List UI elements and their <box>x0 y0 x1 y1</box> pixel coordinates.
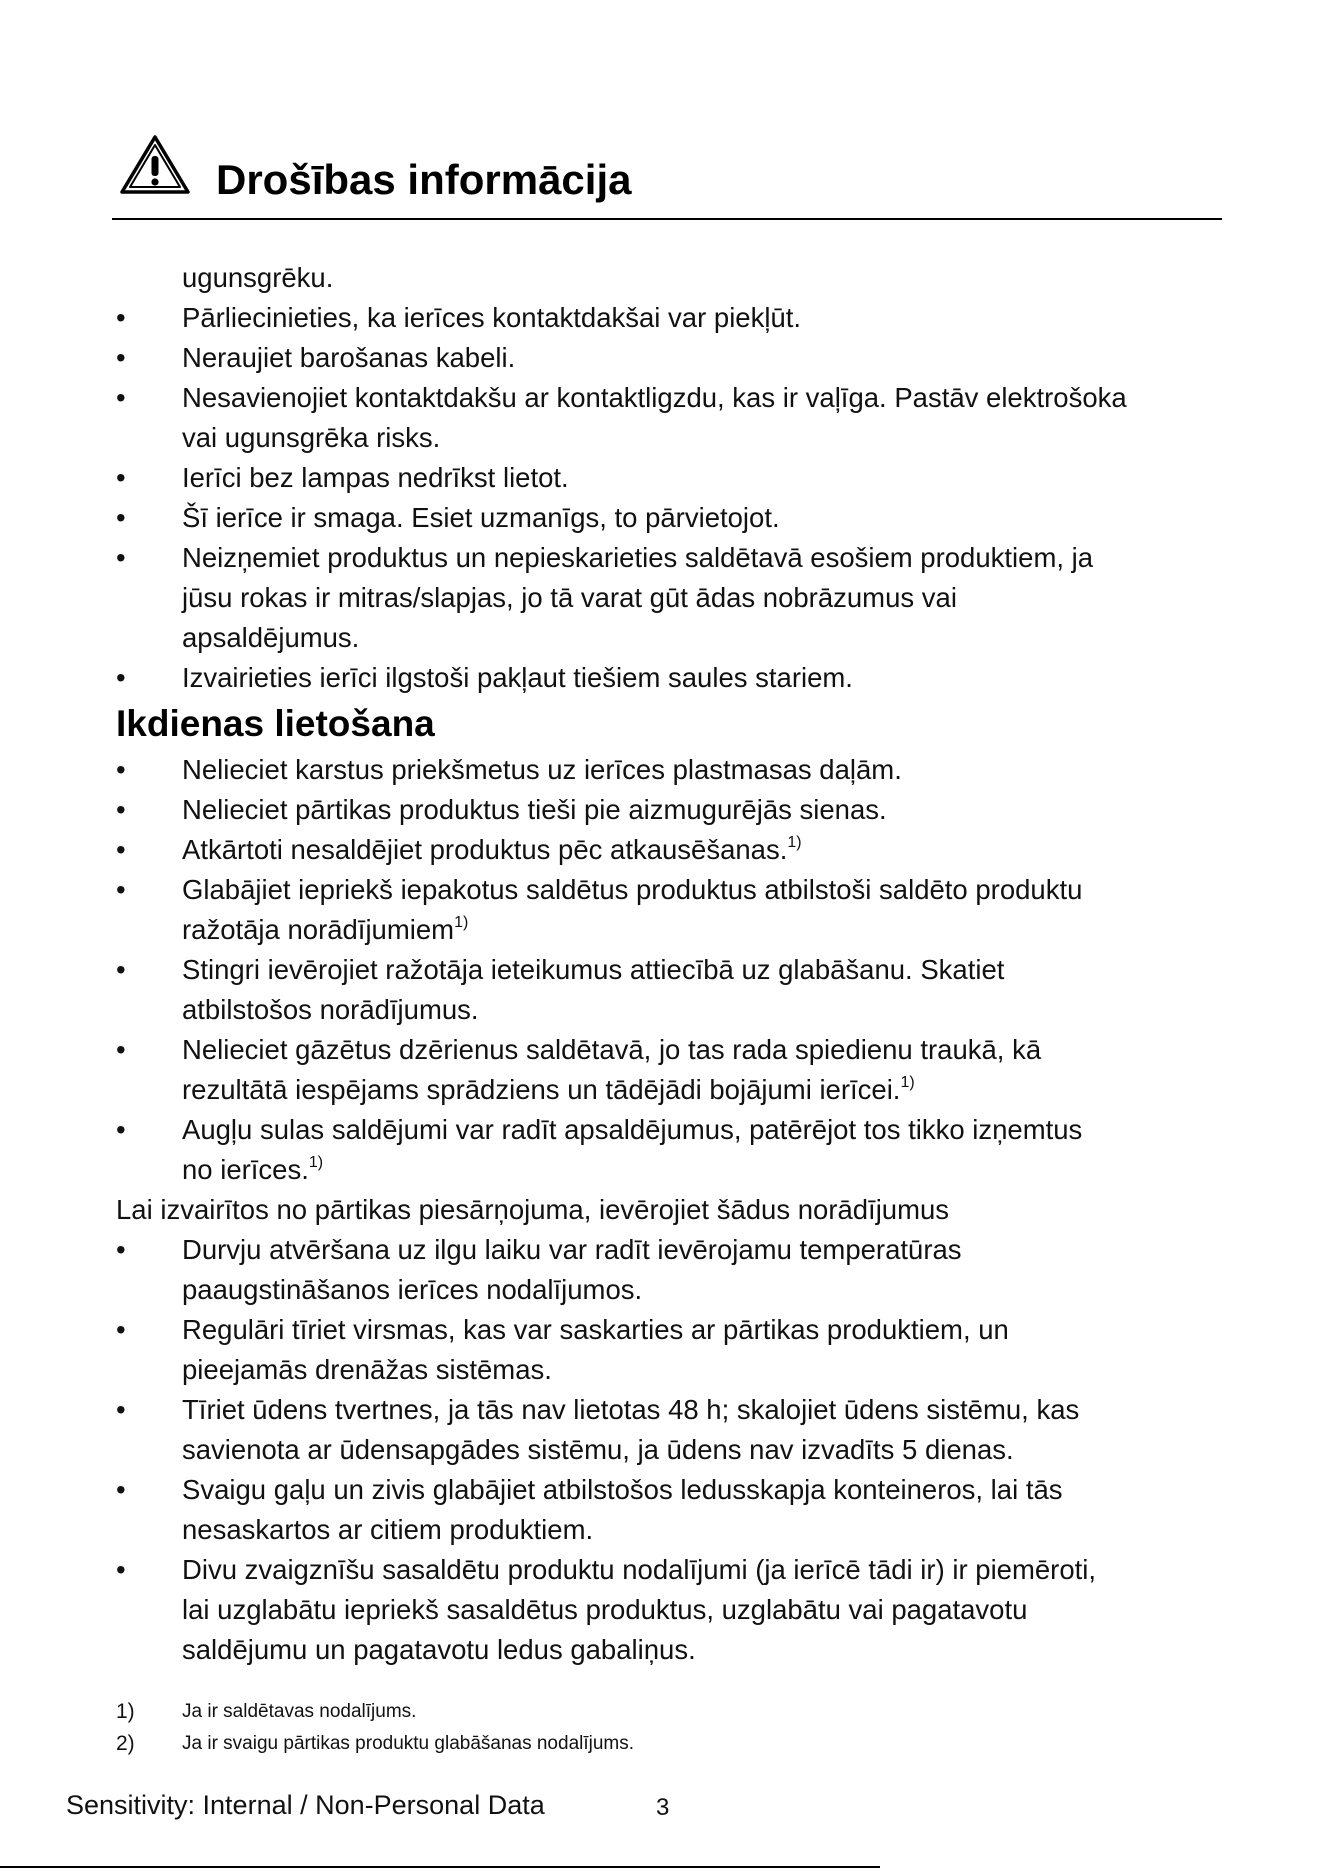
bullet-item <box>116 1030 1226 1070</box>
bullet-item <box>116 538 1226 578</box>
footnote-mark: 2) <box>116 1732 135 1755</box>
line-text: nesaskartos ar citiem produktiem. <box>182 1514 594 1545</box>
bullet-dot: • <box>116 1394 126 1425</box>
page-number: 3 <box>656 1794 670 1821</box>
footnotes <box>116 1696 1226 1760</box>
line-text: Ierīci bez lampas nedrīkst lietot. <box>182 462 569 493</box>
bullet-item <box>116 1110 1226 1150</box>
text-line <box>116 1270 1226 1310</box>
bullet-item <box>116 498 1226 538</box>
footnote <box>116 1696 1226 1728</box>
line-text: Neraujiet barošanas kabeli. <box>182 342 516 373</box>
text-line <box>116 990 1226 1030</box>
text-line <box>116 578 1226 618</box>
bullet-item <box>116 1550 1226 1590</box>
bullet-dot: • <box>116 794 126 825</box>
page-title: Drošības informācija <box>216 156 632 203</box>
line-text: Izvairieties ierīci ilgstoši pakļaut tiešiem saules stariem. <box>182 662 853 693</box>
line-text: no ierīces. <box>182 1154 309 1185</box>
bullet-dot: • <box>116 954 126 985</box>
line-text: savienota ar ūdensapgādes sistēmu, ja ūdens nav izvadīts 5 dienas. <box>182 1434 1014 1465</box>
section-heading: Ikdienas lietošana <box>116 703 435 744</box>
bullet-dot: • <box>116 462 126 493</box>
document-body <box>116 258 1226 1670</box>
warning-triangle-icon <box>118 132 192 198</box>
bullet-dot: • <box>116 874 126 905</box>
bullet-dot: • <box>116 1114 126 1145</box>
bullet-item <box>116 658 1226 698</box>
line-text: ugunsgrēku. <box>182 262 334 293</box>
bullet-item <box>116 950 1226 990</box>
footnote-text: Ja ir svaigu pārtikas produktu glabāšanas nodalījums. <box>182 1733 635 1754</box>
footnote-mark: 1) <box>116 1700 135 1723</box>
line-text: Nelieciet pārtikas produktus tieši pie aizmugurējās sienas. <box>182 794 887 825</box>
text-line <box>116 1430 1226 1470</box>
bullet-item <box>116 790 1226 830</box>
line-text: Augļu sulas saldējumi var radīt apsaldējumus, patērējot tos tikko izņemtus <box>182 1114 1083 1145</box>
footnote-text: Ja ir saldētavas nodalījums. <box>182 1701 417 1722</box>
line-text: Tīriet ūdens tvertnes, ja tās nav lietotas 48 h; skalojiet ūdens sistēmu, kas <box>182 1394 1080 1425</box>
bullet-dot: • <box>116 342 126 373</box>
bullet-dot: • <box>116 1234 126 1265</box>
line-text: apsaldējumus. <box>182 622 360 653</box>
bullet-item <box>116 378 1226 418</box>
footnote-reference: 1) <box>308 1153 324 1171</box>
text-line <box>116 1510 1226 1550</box>
text-line <box>116 618 1226 658</box>
text-line <box>116 910 1226 950</box>
line-text: Lai izvairītos no pārtikas piesārņojuma, ievērojiet šādus norādījumus <box>116 1194 950 1225</box>
line-text: Neizņemiet produktus un nepieskarieties saldētavā esošiem produktiem, ja <box>182 542 1094 573</box>
text-line <box>116 1190 1226 1230</box>
footnote-reference: 1) <box>787 833 802 851</box>
line-text: atbilstošos norādījumus. <box>182 994 479 1025</box>
bullet-item <box>116 338 1226 378</box>
text-line <box>116 418 1226 458</box>
line-text: Nelieciet gāzētus dzērienus saldētavā, jo tas rada spiedienu traukā, kā <box>182 1034 1042 1065</box>
bullet-dot: • <box>116 302 126 333</box>
bullet-item <box>116 870 1226 910</box>
line-text: rezultātā iespējams sprādziens un tādējādi bojājumi ierīcei. <box>182 1074 901 1105</box>
bullet-dot: • <box>116 502 126 533</box>
line-text: saldējumu un pagatavotu ledus gabaliņus. <box>182 1634 696 1665</box>
line-text: ražotāja norādījumiem <box>182 914 455 945</box>
text-line <box>116 1150 1226 1190</box>
bullet-dot: • <box>116 1034 126 1065</box>
bullet-dot: • <box>116 754 126 785</box>
line-text: Glabājiet iepriekš iepakotus saldētus produktus atbilstoši saldēto produktu <box>182 874 1083 905</box>
text-line <box>116 1070 1226 1110</box>
line-text: Nelieciet karstus priekšmetus uz ierīces plastmasas daļām. <box>182 754 902 785</box>
line-text: Durvju atvēršana uz ilgu laiku var radīt ievērojamu temperatūras <box>182 1234 962 1265</box>
bullet-item <box>116 1470 1226 1510</box>
line-text: Nesavienojiet kontaktdakšu ar kontaktligzdu, kas ir vaļīga. Pastāv elektrošoka <box>182 382 1127 413</box>
line-text: Šī ierīce ir smaga. Esiet uzmanīgs, to pārvietojot. <box>182 502 780 533</box>
text-line <box>116 1630 1226 1670</box>
bullet-dot: • <box>116 1554 126 1585</box>
line-text: Divu zvaigznīšu sasaldētu produktu nodalījumi (ja ierīcē tādi ir) ir piemēroti, <box>182 1554 1097 1585</box>
line-text: Svaigu gaļu un zivis glabājiet atbilstošos ledusskapja konteineros, lai tās <box>182 1474 1063 1505</box>
line-text: jūsu rokas ir mitras/slapjas, jo tā varat gūt ādas nobrāzumus vai <box>182 582 957 613</box>
bullet-item <box>116 830 1226 870</box>
bullet-item <box>116 1390 1226 1430</box>
bullet-dot: • <box>116 382 126 413</box>
line-text: Atkārtoti nesaldējiet produktus pēc atkausēšanas. <box>182 834 788 865</box>
text-line <box>116 1590 1226 1630</box>
bullet-item <box>116 458 1226 498</box>
bullet-dot: • <box>116 1314 126 1345</box>
line-text: Stingri ievērojiet ražotāja ieteikumus attiecībā uz glabāšanu. Skatiet <box>182 954 1005 985</box>
sensitivity-label: Sensitivity: Internal / Non-Personal Data <box>66 1790 545 1820</box>
bullet-item <box>116 750 1226 790</box>
bullet-dot: • <box>116 834 126 865</box>
line-text: Regulāri tīriet virsmas, kas var saskarties ar pārtikas produktiem, un <box>182 1314 1009 1345</box>
line-text: paaugstināšanos ierīces nodalījumos. <box>182 1274 643 1305</box>
bullet-dot: • <box>116 1474 126 1505</box>
text-line <box>116 1350 1226 1390</box>
line-text: vai ugunsgrēka risks. <box>182 422 441 453</box>
bullet-item <box>116 1310 1226 1350</box>
page-header <box>112 128 1222 220</box>
bullet-item <box>116 298 1226 338</box>
text-line <box>116 258 1226 298</box>
bullet-dot: • <box>116 542 126 573</box>
footnote-reference: 1) <box>900 1073 915 1091</box>
footnote <box>116 1728 1226 1760</box>
line-text: lai uzglabātu iepriekš sasaldētus produktus, uzglabātu vai pagatavotu <box>182 1594 1028 1625</box>
footnote-reference: 1) <box>454 913 469 931</box>
bullet-dot: • <box>116 662 126 693</box>
line-text: pieejamās drenāžas sistēmas. <box>182 1354 552 1385</box>
bullet-item <box>116 1230 1226 1270</box>
line-text: Pārliecinieties, ka ierīces kontaktdakšai var piekļūt. <box>182 302 802 333</box>
footer-divider <box>0 1866 880 1868</box>
